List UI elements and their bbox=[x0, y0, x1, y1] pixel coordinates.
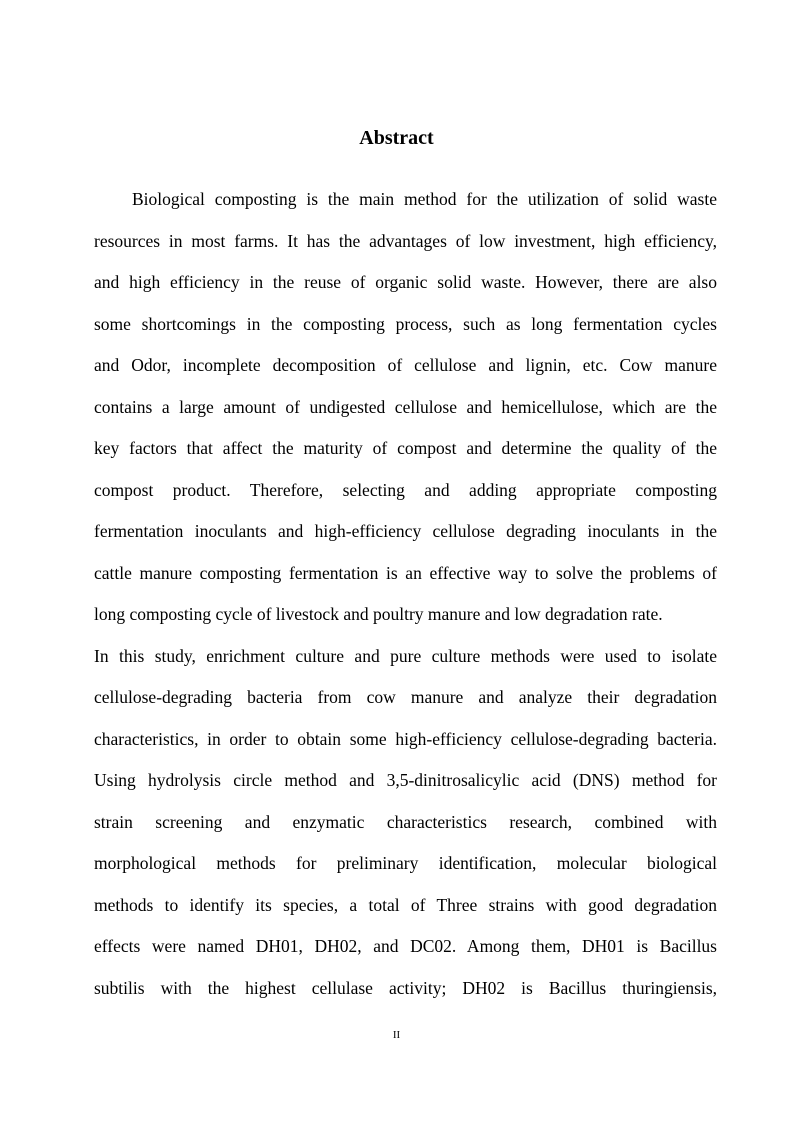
text-line: long composting cycle of livestock and poultry manure and low degradation rate. bbox=[94, 604, 663, 624]
text-line: fermentation inoculants and high-efficiency cellulose degrading inoculants in the bbox=[94, 521, 717, 541]
text-line: some shortcomings in the composting process, such as long fermentation cycles bbox=[94, 313, 717, 334]
text-line: and high efficiency in the reuse of organic solid waste. However, there are also bbox=[94, 272, 717, 292]
text-line: Biological composting is the main method for the utilization of solid waste bbox=[132, 189, 717, 209]
text-line: compost product. Therefore, selecting and adding appropriate composting bbox=[94, 479, 717, 500]
page-number: II bbox=[392, 1029, 401, 1041]
text-line: In this study, enrichment culture and pure culture methods were used to isolate bbox=[94, 645, 717, 666]
text-line: contains a large amount of undigested cellulose and hemicellulose, which are the bbox=[94, 396, 717, 417]
text-line: resources in most farms. It has the advantages of low investment, high efficiency, bbox=[94, 230, 717, 251]
text-line: morphological methods for preliminary identification, molecular biological bbox=[94, 853, 717, 873]
text-line: Using hydrolysis circle method and 3,5-dinitrosalicylic acid (DNS) method for bbox=[94, 770, 717, 790]
page-title: Abstract bbox=[359, 127, 434, 149]
abstract-body bbox=[94, 186, 717, 1016]
text-line: subtilis with the highest cellulase activity; DH02 is Bacillus thuringiensis, bbox=[94, 977, 717, 998]
text-line: effects were named DH01, DH02, and DC02. Among them, DH01 is Bacillus bbox=[94, 936, 717, 956]
text-line: characteristics, in order to obtain some high-efficiency cellulose-degrading bacteria. bbox=[94, 728, 717, 749]
text-line: cellulose-degrading bacteria from cow manure and analyze their degradation bbox=[94, 687, 717, 707]
text-line: methods to identify its species, a total of Three strains with good degradation bbox=[94, 894, 717, 915]
text-line: key factors that affect the maturity of compost and determine the quality of the bbox=[94, 438, 717, 458]
text-line: strain screening and enzymatic characteristics research, combined with bbox=[94, 811, 717, 832]
text-line: and Odor, incomplete decomposition of cellulose and lignin, etc. Cow manure bbox=[94, 355, 717, 375]
text-line: cattle manure composting fermentation is an effective way to solve the problems of bbox=[94, 562, 717, 583]
